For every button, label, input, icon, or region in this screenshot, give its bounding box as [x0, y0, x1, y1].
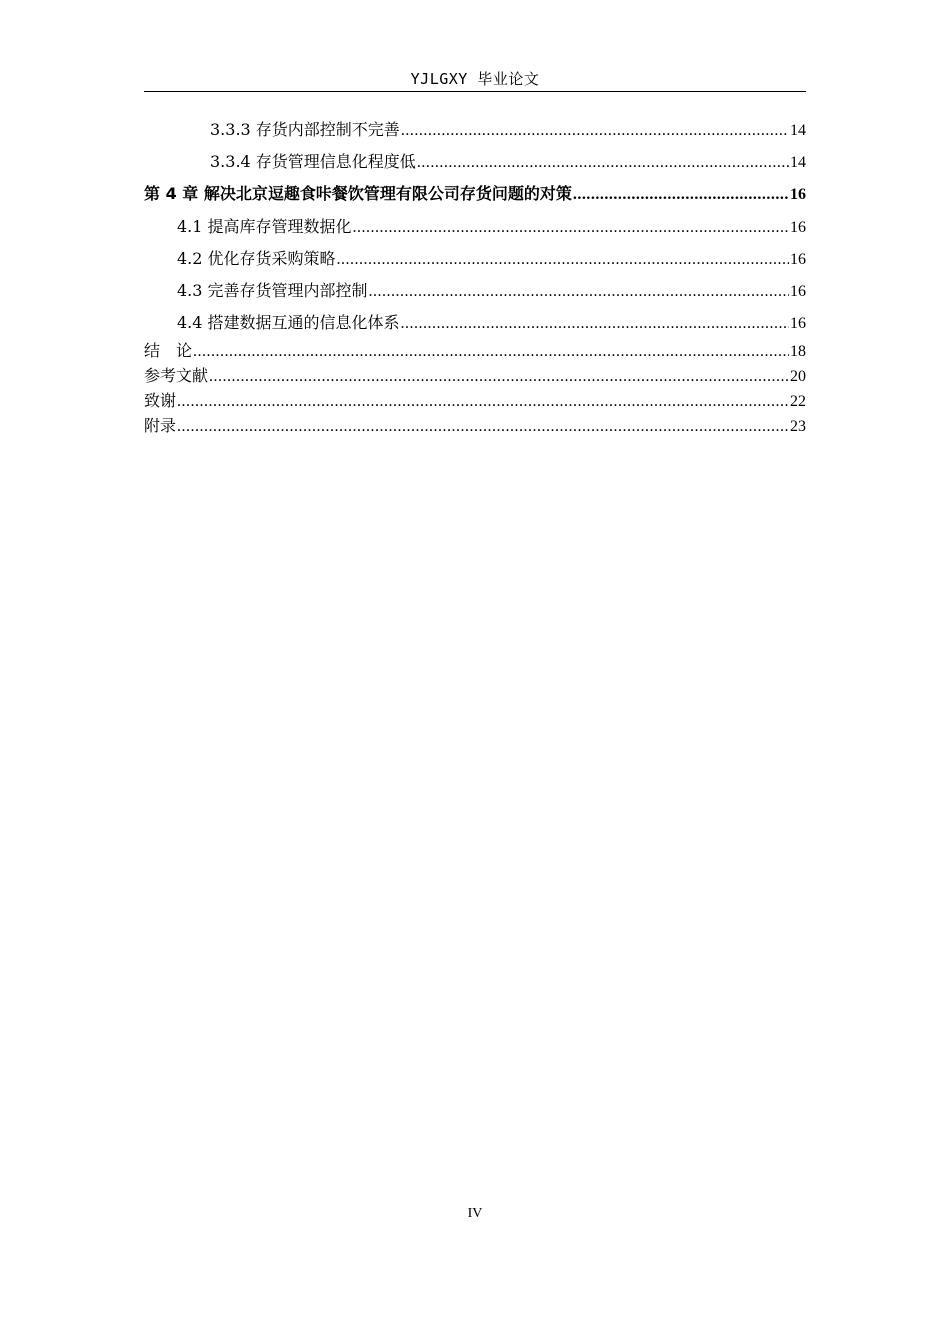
- toc-entry-page: 18: [790, 343, 806, 360]
- toc-dot-leader: [573, 183, 789, 207]
- toc-entry-page: 14: [790, 154, 806, 171]
- toc-entry-conclusion[interactable]: [144, 339, 806, 364]
- toc-entry-page: 16: [790, 219, 806, 236]
- toc-entry-label: 3.3.3 存货内部控制不完善: [210, 120, 400, 139]
- page-header: YJLGXY 毕业论文: [410, 70, 540, 88]
- toc-entry-label: 参考文献: [144, 366, 209, 385]
- toc-entry-4-1[interactable]: [177, 215, 806, 240]
- toc-entry-label: 4.1 提高库存管理数据化: [177, 217, 352, 236]
- toc-entry-page: 22: [790, 393, 806, 410]
- toc-entry-label: 4.4 搭建数据互通的信息化体系: [177, 313, 400, 332]
- toc-entry-3-3-3[interactable]: [210, 118, 806, 143]
- toc-entry-label: 3.3.4 存货管理信息化程度低: [210, 152, 416, 171]
- toc-entry-3-3-4[interactable]: [210, 150, 806, 175]
- toc-dot-leader: [177, 415, 789, 439]
- toc-entry-acknowledgements[interactable]: [144, 389, 806, 414]
- toc-entry-references[interactable]: [144, 364, 806, 389]
- toc-dot-leader: [417, 151, 789, 175]
- toc-entry-label: 附录: [144, 416, 177, 435]
- toc-entry-page: 16: [790, 186, 806, 203]
- toc-entry-page: 23: [790, 418, 806, 435]
- toc-dot-leader: [209, 365, 789, 389]
- toc-dot-leader: [353, 216, 789, 240]
- toc-entry-4-4[interactable]: [177, 311, 806, 336]
- toc-dot-leader: [401, 119, 789, 143]
- toc-dot-leader: [193, 340, 789, 364]
- toc-entry-page: 14: [790, 122, 806, 139]
- toc-entry-label: 第 4 章 解决北京逗趣食咔餐饮管理有限公司存货问题的对策: [144, 184, 572, 203]
- toc-entry-page: 16: [790, 315, 806, 332]
- toc-entry-4-3[interactable]: [177, 279, 806, 304]
- toc-entry-page: 16: [790, 283, 806, 300]
- page-number: IV: [467, 1206, 483, 1221]
- toc-entry-label: 致谢: [144, 391, 177, 410]
- toc-entry-page: 20: [790, 368, 806, 385]
- toc-entry-label: 4.3 完善存货管理内部控制: [177, 281, 368, 300]
- toc-entry-chapter-4[interactable]: [144, 182, 806, 207]
- toc-dot-leader: [337, 248, 789, 272]
- toc-entry-appendix[interactable]: [144, 414, 806, 439]
- toc-entry-label: 4.2 优化存货采购策略: [177, 249, 336, 268]
- toc-entry-page: 16: [790, 251, 806, 268]
- header-divider: [144, 91, 806, 92]
- toc-dot-leader: [177, 390, 789, 414]
- toc-entry-label: 结 论: [144, 341, 193, 360]
- toc-entry-4-2[interactable]: [177, 247, 806, 272]
- toc-dot-leader: [401, 312, 789, 336]
- toc-dot-leader: [369, 280, 789, 304]
